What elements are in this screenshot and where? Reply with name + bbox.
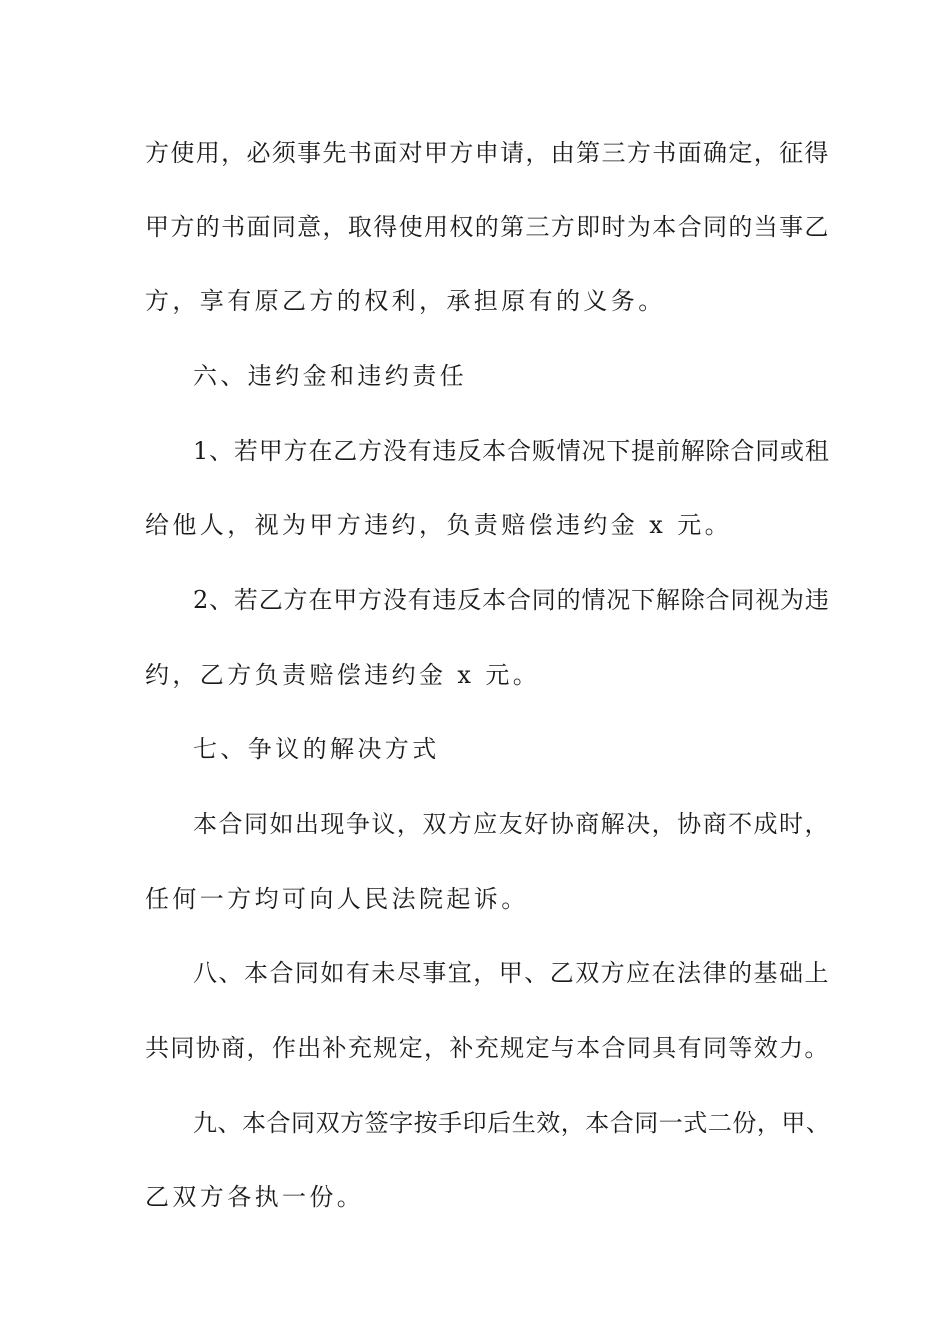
section-heading: 六、违约金和违约责任	[193, 362, 467, 390]
paragraph-line: 甲方的书面同意，取得使用权的第三方即时为本合同的当事乙	[145, 213, 830, 241]
paragraph-line: 共同协商，作出补充规定，补充规定与本合同具有同等效力。	[145, 1034, 830, 1062]
paragraph-line: 本合同如出现争议，双方应友好协商解决，协商不成时，	[193, 810, 830, 838]
paragraph-line: 给他人，视为甲方违约，负责赔偿违约金 x 元。	[145, 511, 732, 539]
paragraph-line: 八、本合同如有未尽事宜，甲、乙双方应在法律的基础上	[193, 959, 830, 987]
paragraph-line: 方使用，必须事先书面对甲方申请，由第三方书面确定，征得	[145, 139, 830, 167]
paragraph-line: 1、若甲方在乙方没有违反本合贩情况下提前解除合同或租	[193, 437, 830, 465]
paragraph-line: 约，乙方负责赔偿违约金 x 元。	[145, 661, 541, 689]
paragraph-line: 九、本合同双方签字按手印后生效，本合同一式二份，甲、	[193, 1109, 831, 1137]
section-heading: 七、争议的解决方式	[193, 735, 440, 763]
paragraph-line: 乙双方各执一份。	[145, 1183, 365, 1211]
paragraph-line: 方，享有原乙方的权利，承担原有的义务。	[145, 287, 666, 315]
paragraph-line: 2、若乙方在甲方没有违反本合同的情况下解除合同视为违	[193, 586, 830, 614]
paragraph-line: 任何一方均可向人民法院起诉。	[145, 885, 529, 913]
